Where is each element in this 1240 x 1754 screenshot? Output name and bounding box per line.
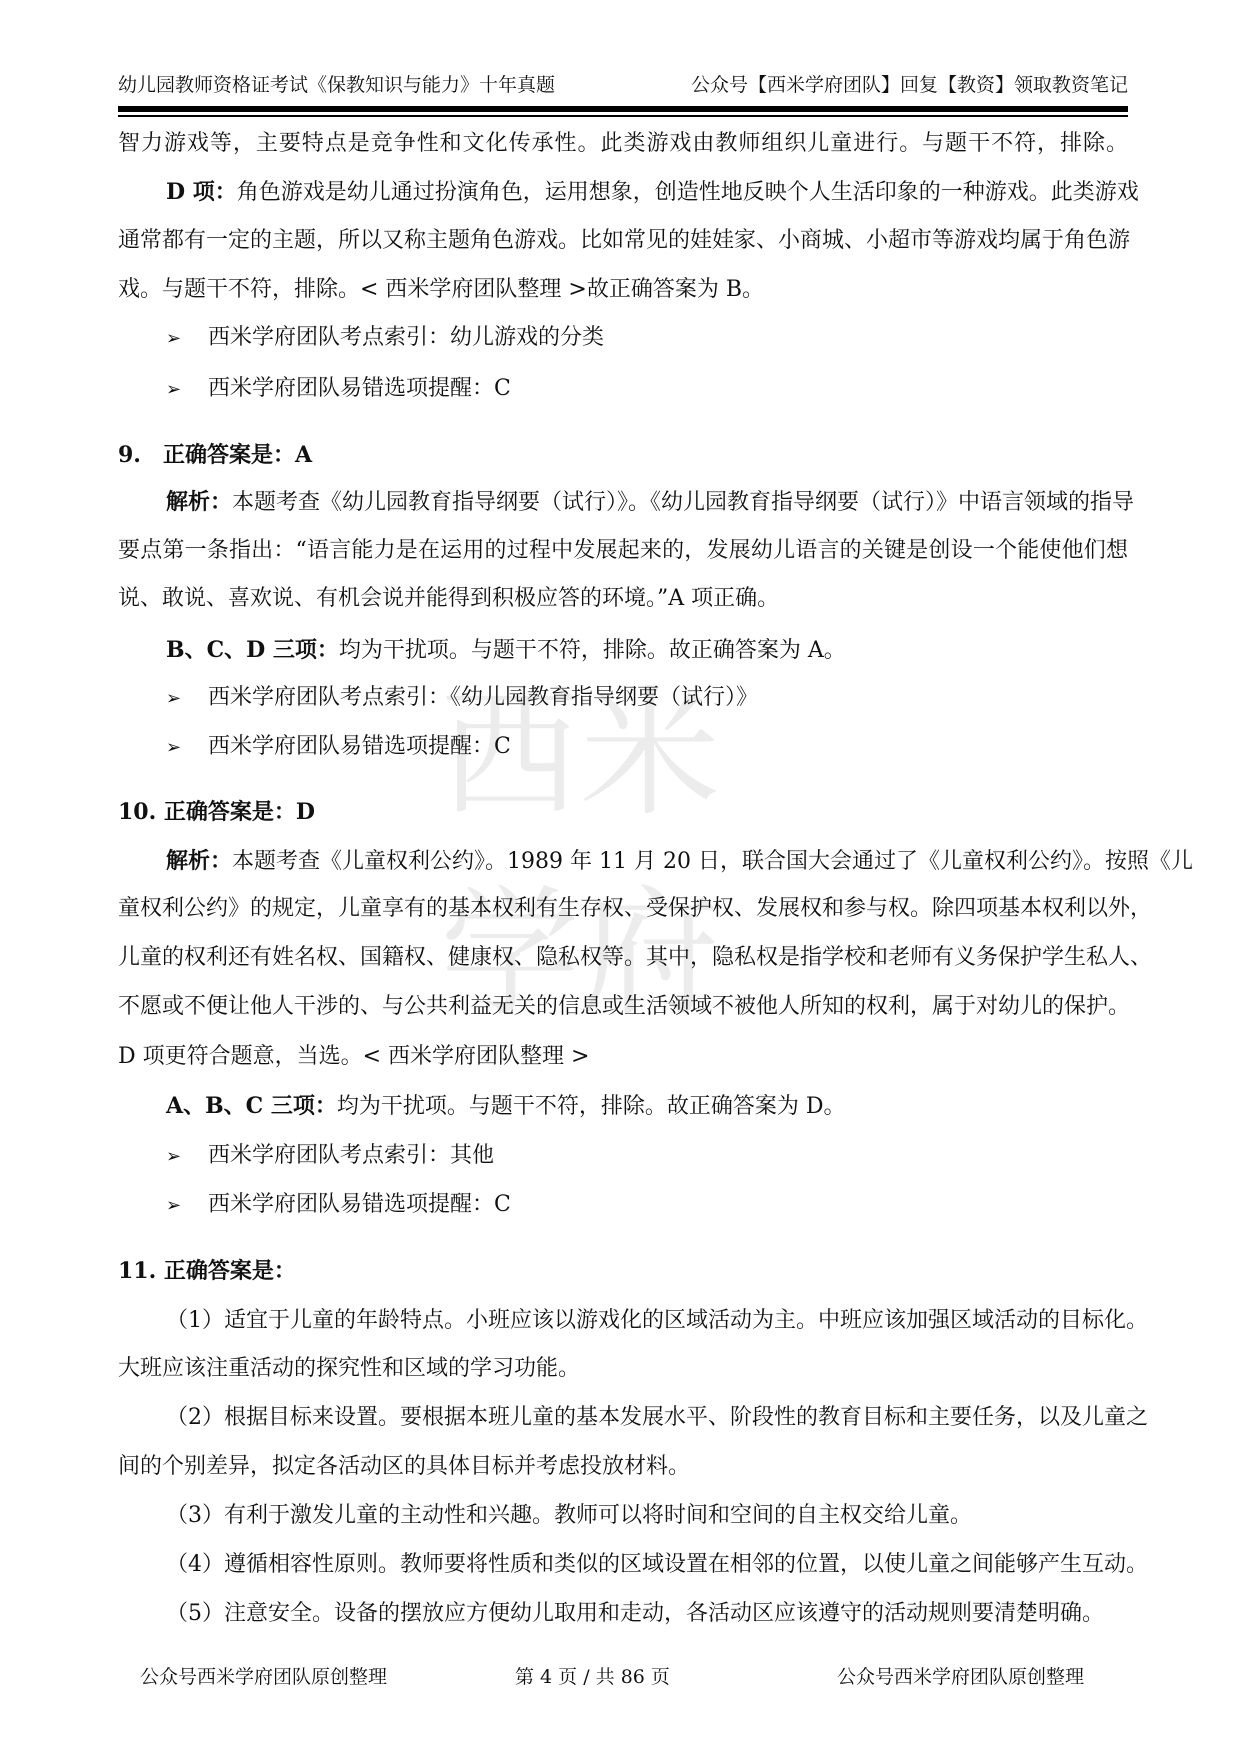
bold-label: 解析： [166,489,233,515]
paragraph-line [166,1307,1149,1335]
line-text: 戏。与题干不符，排除。< 西米学府团队整理 >故正确答案为 B。 [118,277,765,302]
paragraph-line [118,537,1128,565]
paragraph-line [166,1092,1128,1121]
line-text: 童权利公约》的规定，儿童享有的基本权利有生存权、受保护权、发展权和参与权。除四项基本权利以外， [118,896,1153,921]
line-text: 西米学府团队易错选项提醒：C [208,734,511,759]
line-text: 间的个别差异，拟定各活动区的具体目标并考虑投放材料。 [118,1454,691,1479]
bold-label: 11. 正确答案是： [118,1258,296,1284]
line-text: 西米学府团队易错选项提醒：C [208,1192,511,1217]
arrow-bullet-icon: ➢ [166,328,182,349]
line-text: （3）有利于激发儿童的主动性和兴趣。教师可以将时间和空间的自主权交给儿童。 [166,1503,972,1528]
bullet-item [166,375,1176,404]
paragraph-line [118,944,1153,972]
line-text: 西米学府团队考点索引：《幼儿园教育指导纲要（试行）》 [208,685,759,710]
answer-heading [118,798,1128,827]
paragraph-line [118,276,1128,304]
footer-right: 公众号西米学府团队原创整理 [837,1666,1085,1688]
paragraph-line [118,993,1131,1021]
line-text: 西米学府团队易错选项提醒：C [208,376,511,401]
line-text: 西米学府团队考点索引：其他 [208,1143,495,1168]
paragraph-line [166,1404,1149,1432]
header-title: 幼儿园教师资格证考试《保教知识与能力》十年真题 [118,74,556,96]
arrow-bullet-icon: ➢ [166,1195,182,1216]
line-text: 均为干扰项。与题干不符，排除。故正确答案为 D。 [336,1094,846,1119]
line-text: 本题考查《幼儿园教育指导纲要（试行）》。《幼儿园教育指导纲要（试行）》中语言领域的指导 [232,490,1135,515]
bullet-item [166,324,1176,353]
watermark-char: 米 [580,673,721,836]
line-text: 角色游戏是幼儿通过扮演角色，运用想象，创造性地反映个人生活印象的一种游戏。此类游戏 [236,180,1139,205]
line-text: 西米学府团队考点索引：幼儿游戏的分类 [208,325,605,350]
bold-label: 9. 正确答案是：A [118,442,313,468]
bold-label: 解析： [166,848,233,874]
page-number: 第 4 页 / 共 86 页 [515,1666,670,1688]
answer-heading [118,441,1128,470]
paragraph-line [166,847,1193,876]
header-promo: 公众号【西米学府团队】回复【教资】领取教资笔记 [690,74,1128,96]
line-text: 智力游戏等，主要特点是竞争性和文化传承性。此类游戏由教师组织儿童进行。与题干不符，排除。 [118,131,1128,156]
paragraph-line [166,1551,1149,1579]
paragraph-line [118,1355,1128,1383]
bullet-item [166,684,1176,713]
line-text: （2）根据目标来设置。要根据本班儿童的基本发展水平、阶段性的教育目标和主要任务，以及儿童之 [166,1405,1149,1430]
watermark-char: 学 [440,873,581,1036]
header-rule-thick [118,106,1128,112]
bold-label: D 项： [166,179,237,205]
line-text: D 项更符合题意，当选。< 西米学府团队整理 > [118,1044,590,1069]
bullet-item [166,733,1176,762]
arrow-bullet-icon: ➢ [166,1146,182,1167]
header-rule-thin [118,115,1128,117]
bullet-item [166,1191,1176,1220]
bold-label: 10. 正确答案是：D [118,799,316,825]
paragraph-line [118,585,1128,613]
line-text: 大班应该注重活动的探究性和区域的学习功能。 [118,1356,581,1381]
paragraph-line [166,488,1135,517]
line-text: 本题考查《儿童权利公约》。1989 年 11 月 20 日，联合国大会通过了《儿童权利公约》。按照《儿 [232,849,1193,874]
line-text: 说、敢说、喜欢说、有机会说并能得到积极应答的环境。”A 项正确。 [118,586,780,611]
watermark-char: 府 [580,873,721,1036]
line-text: 均为干扰项。与题干不符，排除。故正确答案为 A。 [338,638,846,663]
line-text: 儿童的权利还有姓名权、国籍权、健康权、隐私权等。其中，隐私权是指学校和老师有义务保护学生私人、 [118,945,1153,970]
paragraph-line [166,1600,1128,1628]
line-text: 要点第一条指出：“语言能力是在运用的过程中发展起来的，发展幼儿语言的关键是创设一个能使他们想 [118,538,1128,563]
footer-left: 公众号西米学府团队原创整理 [140,1666,388,1688]
answer-heading [118,1257,1128,1286]
line-text: 不愿或不便让他人干涉的、与公共利益无关的信息或生活领域不被他人所知的权利，属于对幼儿的保护。 [118,994,1131,1019]
line-text: 通常都有一定的主题，所以又称主题角色游戏。比如常见的娃娃家、小商城、小超市等游戏均属于角色游 [118,228,1131,253]
paragraph-line [118,1453,1128,1481]
line-text: （4）遵循相容性原则。教师要将性质和类似的区域设置在相邻的位置，以使儿童之间能够产生互动。 [166,1552,1149,1577]
line-text: （1）适宜于儿童的年龄特点。小班应该以游戏化的区域活动为主。中班应该加强区域活动的目标化。 [166,1308,1149,1333]
line-text: （5）注意安全。设备的摆放应方便幼儿取用和走动，各活动区应该遵守的活动规则要清楚明确。 [166,1601,1105,1626]
paragraph-line [166,1502,1128,1530]
watermark-char: 西 [440,673,581,836]
bold-label: B、C、D 三项： [166,637,339,663]
arrow-bullet-icon: ➢ [166,688,182,709]
bold-label: A、B、C 三项： [166,1093,337,1119]
bullet-item [166,1142,1176,1171]
paragraph-line [118,1043,1128,1071]
arrow-bullet-icon: ➢ [166,737,182,758]
paragraph-line [118,130,1128,158]
paragraph-line [118,227,1131,255]
paragraph-line [166,178,1139,207]
paragraph-line [118,895,1153,923]
arrow-bullet-icon: ➢ [166,379,182,400]
paragraph-line [166,636,1128,665]
